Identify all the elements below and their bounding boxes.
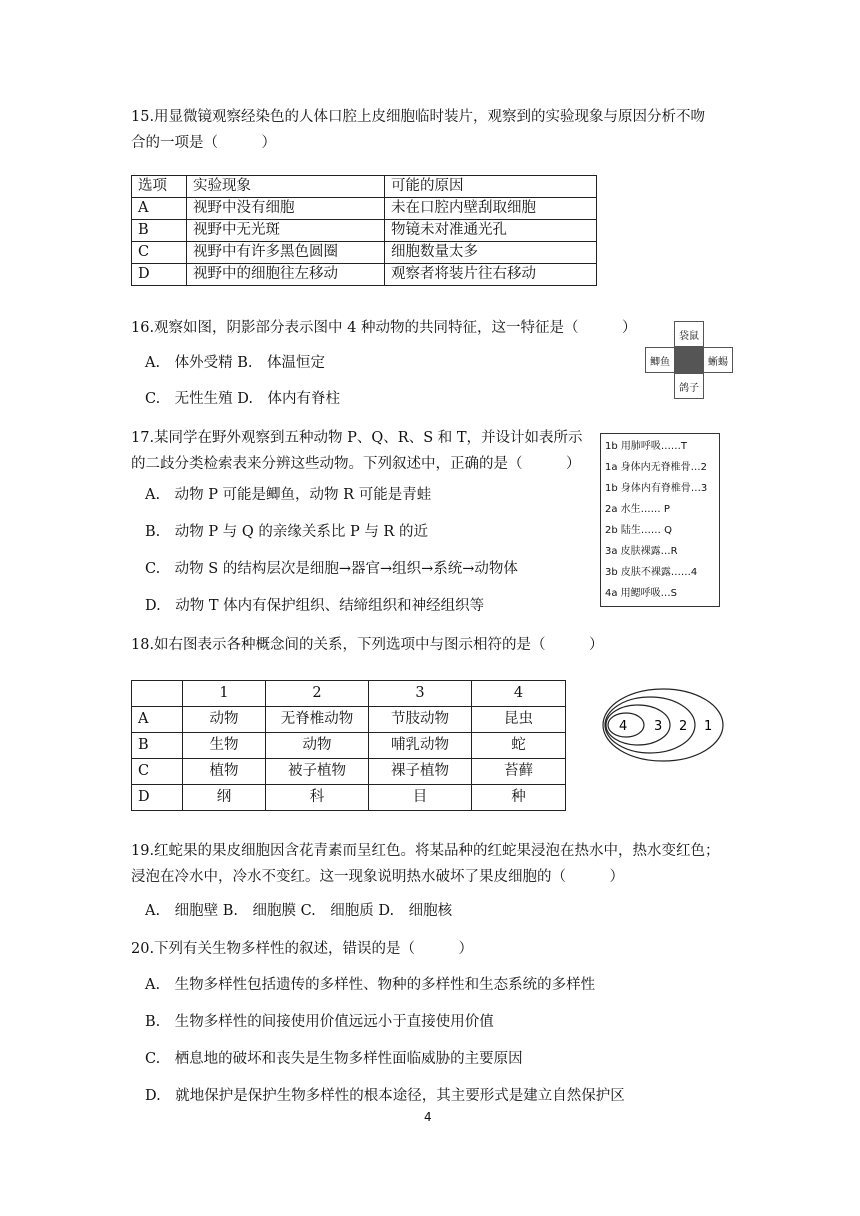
table-row: D 纲 科 目 种 <box>132 785 566 811</box>
q20-option-c: C. 栖息地的破坏和丧失是生物多样性面临威胁的主要原因 <box>145 1051 523 1067</box>
q19-options: A. 细胞壁 B. 细胞膜 C. 细胞质 D. 细胞核 <box>145 903 453 919</box>
q20-option-d: D. 就地保护是保护生物多样性的根本途径，其主要形式是建立自然保护区 <box>145 1088 625 1104</box>
circle-label-4: 4 <box>619 719 628 734</box>
figure-label-kangaroo: 袋鼠 <box>674 321 704 347</box>
q16-options-row1: A. 体外受精 B. 体温恒定 <box>145 355 325 371</box>
nested-circles-diagram <box>598 684 728 766</box>
table-row: D 视野中的细胞往左移动 观察者将装片往右移动 <box>132 264 597 286</box>
key-line: 2a 水生…… P <box>605 504 670 515</box>
q17-option-d: D. 动物 T 体内有保护组织、结缔组织和神经组织等 <box>145 598 485 614</box>
table-row: A 视野中没有细胞 未在口腔内壁刮取细胞 <box>132 198 597 220</box>
table-row: C 植物 被子植物 裸子植物 苔藓 <box>132 759 566 785</box>
q17-stem: 17.某同学在野外观察到五种动物 P、Q、R、S 和 T，并设计如表所示 的二歧分类检索表来分辨这些动物。下列叙述中，正确的是（ ） <box>131 430 583 472</box>
q19-stem: 19.红蛇果的果皮细胞因含花青素而呈红色。将某品种的红蛇果浸泡在热水中，热水变红色； 浸泡在冷水中，冷水不变红。这一现象说明热水破坏了果皮细胞的（ ） <box>131 843 720 885</box>
table-row: 选项 实验现象 可能的原因 <box>132 176 597 198</box>
q17-option-a: A. 动物 P 可能是鲫鱼，动物 R 可能是青蛙 <box>145 487 432 503</box>
q15-stem: 15.用显微镜观察经染色的人体口腔上皮细胞临时装片，观察到的实验现象与原因分析不吻 合的一项是（ ） <box>131 109 706 151</box>
key-line: 1a 身体内无脊椎骨…2 <box>605 462 708 473</box>
q18-stem: 18.如右图表示各种概念间的关系，下列选项中与图示相符的是（ ） <box>131 637 604 653</box>
figure-label-pigeon: 鸽子 <box>674 373 704 399</box>
q18-table <box>131 680 566 811</box>
q17-option-c: C. 动物 S 的结构层次是细胞→器官→组织→系统→动物体 <box>145 561 518 577</box>
shaded-common-trait-cell <box>674 347 704 373</box>
circle-label-1: 1 <box>704 719 713 734</box>
table-row: C 视野中有许多黑色圆圈 细胞数量太多 <box>132 242 597 264</box>
key-line: 1b 身体内有脊椎骨…3 <box>605 483 708 494</box>
circle-label-2: 2 <box>679 719 688 734</box>
figure-label-lizard: 蜥蜴 <box>703 347 733 373</box>
q16-options-row2: C. 无性生殖 D. 体内有脊柱 <box>145 391 341 407</box>
key-line: 1b 用肺呼吸……T <box>605 441 687 452</box>
q16-stem: 16.观察如图，阴影部分表示图中 4 种动物的共同特征，这一特征是（ ） <box>131 320 637 336</box>
table-row: B 生物 动物 哺乳动物 蛇 <box>132 733 566 759</box>
page-number: 4 <box>424 1110 432 1124</box>
dichotomous-key <box>600 433 720 607</box>
q20-option-a: A. 生物多样性包括遗传的多样性、物种的多样性和生态系统的多样性 <box>145 977 596 993</box>
key-line: 4a 用鳃呼吸…S <box>605 588 678 599</box>
figure-label-crucian-carp: 鲫鱼 <box>645 347 675 373</box>
table-row: 1 2 3 4 <box>132 681 566 707</box>
key-line: 2b 陆生…… Q <box>605 525 672 536</box>
table-row: A 动物 无脊椎动物 节肢动物 昆虫 <box>132 707 566 733</box>
q17-option-b: B. 动物 P 与 Q 的亲缘关系比 P 与 R 的近 <box>145 524 428 540</box>
key-line: 3b 皮肤不裸露……4 <box>605 567 698 578</box>
circle-label-3: 3 <box>654 719 663 734</box>
table-row: B 视野中无光斑 物镜未对准通光孔 <box>132 220 597 242</box>
q20-option-b: B. 生物多样性的间接使用价值远远小于直接使用价值 <box>145 1014 494 1030</box>
q20-stem: 20.下列有关生物多样性的叙述，错误的是（ ） <box>131 941 474 957</box>
q15-table <box>131 175 597 286</box>
key-line: 3a 皮肤裸露…R <box>605 546 678 557</box>
